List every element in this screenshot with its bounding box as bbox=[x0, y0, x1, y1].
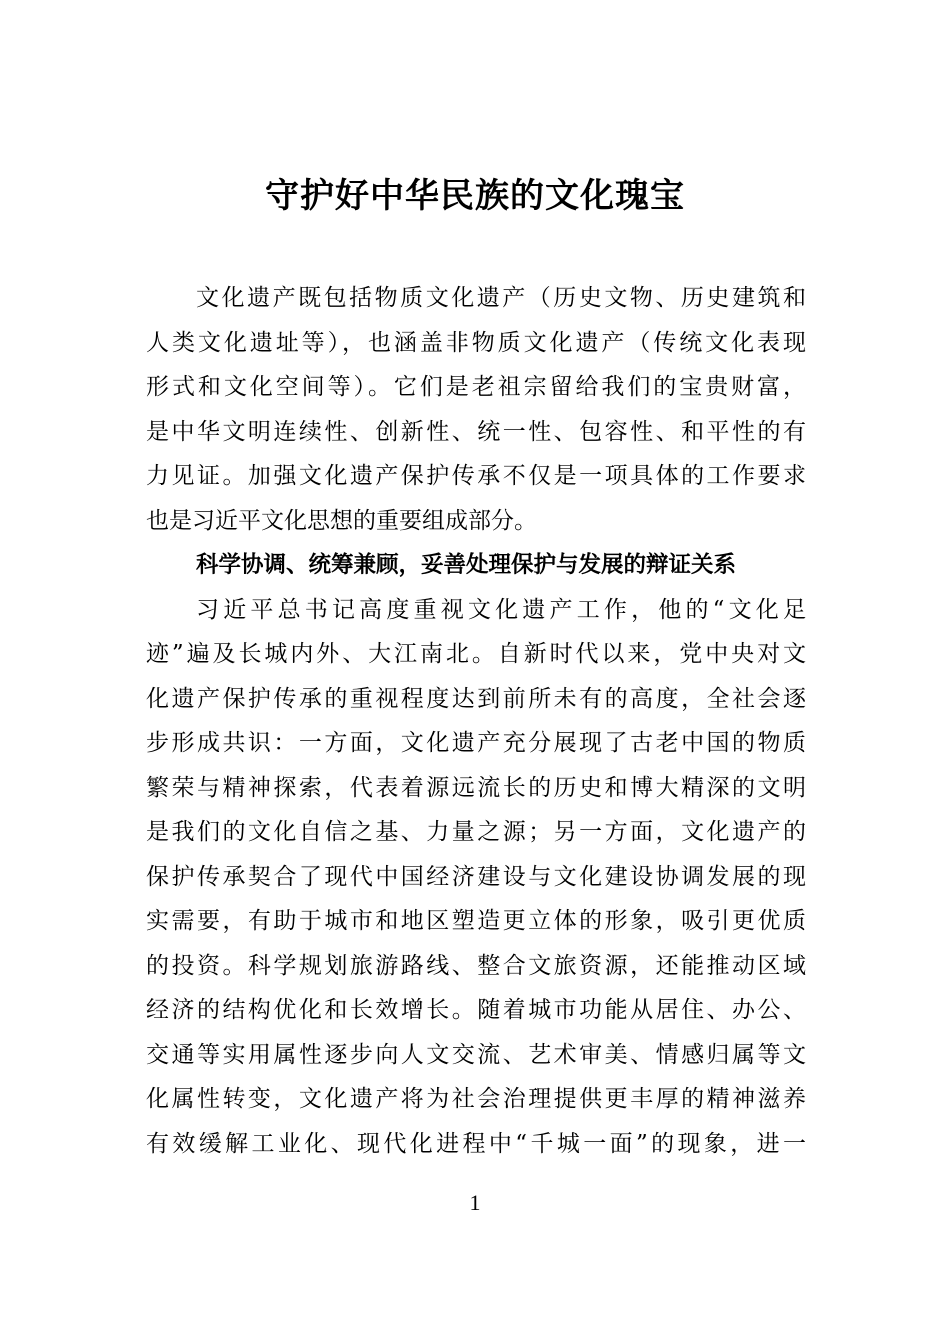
section-heading: 科学协调、统筹兼顾，妥善处理保护与发展的辩证关系 bbox=[196, 552, 737, 578]
document-body bbox=[146, 276, 806, 1166]
paragraph-line: 的投资。科学规划旅游路线、整合文旅资源，还能推动区域 bbox=[146, 952, 806, 979]
paragraph-line: 形式和文化空间等）。它们是老祖宗留给我们的宝贵财富， bbox=[146, 374, 806, 400]
paragraph-line: 也是习近平文化思想的重要组成部分。 bbox=[146, 507, 537, 534]
paragraph-line: 繁荣与精神探索，代表着源远流长的历史和博大精深的文明 bbox=[146, 774, 806, 801]
paragraph-line: 交通等实用属性逐步向人文交流、艺术审美、情感归属等文 bbox=[146, 1041, 806, 1068]
paragraph-line: 经济的结构优化和长效增长。随着城市功能从居住、办公、 bbox=[146, 997, 806, 1023]
paragraph-line: 人类文化遗址等），也涵盖非物质文化遗产（传统文化表现 bbox=[146, 329, 806, 356]
paragraph-line: 保护传承契合了现代中国经济建设与文化建设协调发展的现 bbox=[146, 863, 806, 890]
paragraph-line: 迹”遍及长城内外、大江南北。自新时代以来，党中央对文 bbox=[146, 641, 806, 667]
document-title: 守护好中华民族的文化瑰宝 bbox=[265, 176, 685, 216]
paragraph-line: 实需要，有助于城市和地区塑造更立体的形象，吸引更优质 bbox=[146, 908, 806, 934]
paragraph-line: 化遗产保护传承的重视程度达到前所未有的高度，全社会逐 bbox=[146, 685, 806, 712]
paragraph-line: 有效缓解工业化、现代化进程中“千城一面”的现象，进一 bbox=[146, 1130, 806, 1157]
paragraph-line: 化属性转变，文化遗产将为社会治理提供更丰厚的精神滋养 bbox=[146, 1086, 806, 1112]
paragraph-line: 是我们的文化自信之基、力量之源；另一方面，文化遗产的 bbox=[146, 819, 806, 845]
page-number: 1 bbox=[469, 1190, 481, 1215]
paragraph-line: 步形成共识：一方面，文化遗产充分展现了古老中国的物质 bbox=[146, 730, 806, 756]
paragraph-line: 文化遗产既包括物质文化遗产（历史文物、历史建筑和 bbox=[196, 285, 806, 311]
paragraph-line: 习近平总书记高度重视文化遗产工作，他的“文化足 bbox=[196, 596, 806, 623]
paragraph-line: 力见证。加强文化遗产保护传承不仅是一项具体的工作要求 bbox=[146, 463, 806, 489]
paragraph-line: 是中华文明连续性、创新性、统一性、包容性、和平性的有 bbox=[146, 418, 806, 445]
